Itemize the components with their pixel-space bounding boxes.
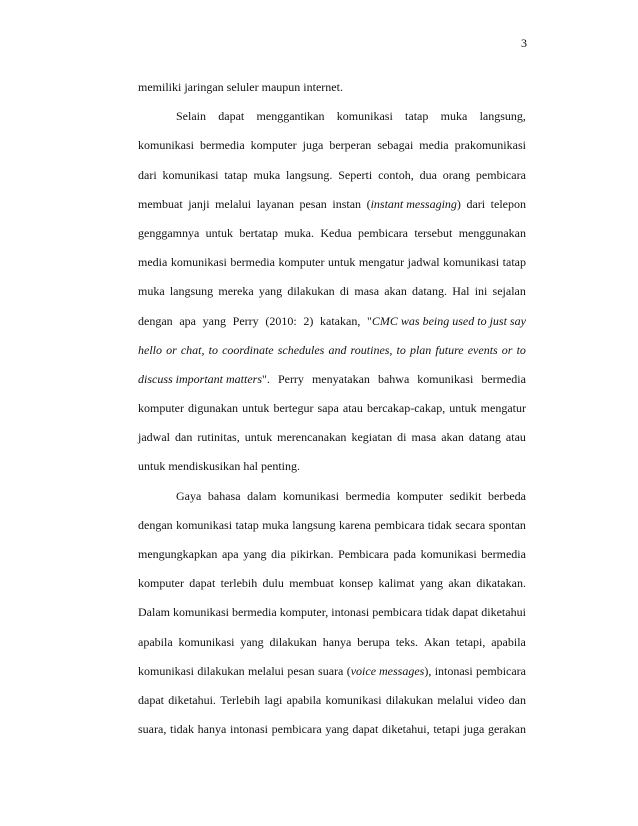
word: komputer: [278, 255, 325, 270]
word: and: [328, 342, 347, 357]
word: bahasa: [207, 488, 241, 503]
word: komunikasi: [138, 663, 194, 678]
word: routines,: [350, 342, 393, 357]
text-line: [138, 573, 526, 602]
word: dikatakan.: [476, 576, 526, 591]
text-line: [138, 544, 526, 573]
word: yang: [240, 634, 264, 649]
word: yang: [243, 547, 267, 561]
word: spontan: [488, 517, 526, 532]
word: gerakan: [487, 722, 526, 737]
paren: ),: [424, 663, 432, 678]
word: suara,: [138, 722, 167, 737]
word: yang: [419, 576, 444, 591]
word: hanya: [322, 634, 352, 649]
text-line: [138, 515, 526, 544]
word: untuk: [205, 225, 233, 240]
text-line: [138, 690, 526, 719]
word: untuk: [244, 430, 273, 445]
word: apabila: [286, 692, 322, 707]
word: komunikasi: [176, 517, 233, 532]
text-line: [138, 486, 526, 515]
word: yang: [258, 284, 283, 299]
word: muka: [253, 167, 281, 182]
word: bermedia: [481, 371, 526, 386]
word: instan: [332, 196, 362, 211]
italic-text: discuss important matters: [138, 371, 263, 386]
word: dapat: [189, 576, 216, 591]
text-line: [138, 427, 526, 456]
word: membuat: [289, 576, 334, 591]
word: pikirkan.: [290, 547, 334, 561]
word: dilakukan: [385, 692, 434, 707]
word: bertegur: [273, 401, 314, 416]
word: events: [467, 342, 498, 357]
page-number: 3: [521, 36, 527, 50]
word: telepon: [490, 196, 526, 211]
word: dalam: [247, 488, 277, 503]
word: Dalam: [138, 605, 170, 620]
word: intonasi: [331, 605, 370, 620]
word: dulu: [262, 576, 284, 591]
word: tidak: [427, 517, 452, 532]
word: ini: [474, 284, 488, 299]
word: pembicara: [475, 167, 526, 182]
word: sedikit: [449, 488, 482, 503]
word: komunikasi: [420, 547, 477, 561]
word: terlebih: [220, 576, 258, 591]
word: melalui: [437, 692, 474, 707]
word: kalimat: [378, 576, 415, 591]
word: hello: [138, 342, 162, 357]
word: intonasi: [434, 663, 473, 678]
word: tatap: [235, 517, 259, 532]
word: dengan: [138, 313, 173, 328]
word: komunikasi: [138, 138, 194, 153]
word: Hal: [452, 284, 470, 299]
word: media: [138, 255, 168, 270]
word: dan: [175, 430, 193, 445]
text-line: [138, 252, 526, 281]
text-line: [138, 340, 526, 369]
word: pembicara: [358, 225, 408, 240]
quote-mark: ".: [262, 371, 270, 386]
word: komputer: [250, 138, 297, 153]
word: mengatur: [358, 255, 405, 270]
text-segment: untuk mendiskusikan hal penting.: [138, 459, 300, 474]
text-line: [138, 223, 526, 252]
word: to: [208, 342, 218, 357]
word: diketahui.: [168, 692, 216, 707]
word: merencanakan: [277, 430, 347, 445]
word: sejalan: [492, 284, 526, 299]
word: dia: [271, 547, 286, 561]
word: or: [501, 342, 513, 357]
word: dilakukan: [197, 663, 245, 678]
paren: ): [456, 196, 461, 211]
word: datang: [468, 430, 501, 445]
word: atau: [505, 430, 526, 445]
word: apa: [221, 547, 239, 561]
word: dan: [508, 692, 526, 707]
word: media: [419, 138, 449, 153]
quote-mark: ": [367, 313, 372, 328]
text-line: [138, 456, 526, 485]
word: pada: [393, 547, 417, 561]
word: chat,: [180, 342, 205, 357]
word: dari: [466, 196, 486, 211]
word: berbeda: [488, 488, 526, 503]
paren: (: [346, 663, 351, 678]
word: intonasi: [230, 722, 268, 737]
word: muka: [262, 517, 289, 532]
word: datang.: [412, 284, 448, 299]
word: mereka: [218, 284, 254, 299]
word: secara: [455, 517, 486, 532]
word: masa: [411, 430, 437, 445]
italic-term: [367, 194, 461, 223]
word: mengatur: [480, 401, 526, 416]
word: komunikasi: [178, 634, 235, 649]
word: muka.: [284, 225, 315, 240]
word: komputer: [396, 488, 443, 503]
text-line: [138, 398, 526, 427]
word: pembicara: [476, 663, 526, 678]
word: melalui: [248, 663, 285, 678]
word: Selain: [176, 109, 206, 124]
word: tetapi: [433, 722, 460, 737]
word: or: [166, 342, 177, 357]
word: untuk: [449, 401, 477, 416]
word: bermedia: [230, 255, 275, 270]
word: pembicara: [374, 517, 425, 532]
word: diketahui,: [381, 722, 430, 737]
body-text: [138, 77, 526, 748]
word: 2): [303, 313, 314, 328]
word: bermedia: [232, 605, 277, 620]
word: akan: [384, 284, 407, 299]
word: plan: [409, 342, 432, 357]
word: schedules: [277, 342, 325, 357]
word: langsung: [169, 284, 214, 299]
word: juga: [463, 722, 485, 737]
word: pesan: [287, 663, 315, 678]
word: berperan: [329, 138, 372, 153]
text-segment: memiliki jaringan seluler maupun internet.: [138, 80, 343, 94]
word: akan: [441, 430, 464, 445]
text-line: [138, 106, 526, 135]
text-line: [138, 632, 526, 661]
word: jadwal: [138, 430, 170, 445]
word: komputer: [138, 576, 184, 591]
word: dapat: [352, 722, 379, 737]
word: Pembicara: [338, 547, 389, 561]
quote-end: [138, 369, 270, 398]
word: bermedia: [481, 547, 526, 561]
word: katakan,: [320, 313, 361, 328]
quote-start: [367, 311, 526, 340]
word: muka: [138, 284, 165, 299]
word: menggunakan: [458, 225, 526, 240]
text-line: [138, 281, 526, 310]
word: dilakukan: [269, 634, 317, 649]
word: sebagai: [377, 138, 414, 153]
text-line: [138, 135, 526, 164]
word: Terlebih: [220, 692, 261, 707]
paren: (: [366, 196, 371, 211]
word: pembicara: [372, 605, 423, 620]
word: dapat: [452, 605, 479, 620]
word: janji: [188, 196, 210, 211]
word: orang: [442, 167, 471, 182]
word: berupa: [357, 634, 390, 649]
word: juga: [302, 138, 324, 153]
text-line: [138, 369, 526, 398]
word: bermedia: [345, 488, 391, 503]
word: akan: [448, 576, 472, 591]
text-line: [138, 311, 526, 340]
word: video: [477, 692, 505, 707]
word: dapat: [138, 692, 164, 707]
word: tatap: [405, 109, 429, 124]
word: melalui: [215, 196, 252, 211]
word: menggantikan: [256, 109, 325, 124]
word: untuk: [327, 255, 356, 270]
word: Kedua: [320, 225, 352, 240]
word: kegiatan: [351, 430, 393, 445]
word: to: [516, 342, 526, 357]
word: muka: [440, 109, 468, 124]
word: komunikasi: [443, 255, 500, 270]
word: atau: [342, 401, 363, 416]
word: komunikasi: [173, 605, 230, 620]
word: komunikasi: [417, 371, 474, 386]
word: masa: [354, 284, 380, 299]
word: pesan: [299, 196, 327, 211]
word: komunikasi: [162, 167, 219, 182]
word: untuk: [242, 401, 270, 416]
word: mengungkapkan: [138, 547, 218, 561]
word: Akan: [423, 634, 450, 649]
word: apabila: [138, 634, 173, 649]
word: pembicara: [271, 722, 322, 737]
text-line: [138, 661, 526, 690]
word: Seperti: [338, 167, 373, 182]
word: teks.: [395, 634, 419, 649]
word: diketahui: [481, 605, 526, 620]
word: membuat: [138, 196, 183, 211]
text-line: [138, 719, 526, 748]
word: tidak: [170, 722, 194, 737]
word: di: [397, 430, 407, 445]
word: komunikasi: [283, 488, 340, 503]
word: coordinate: [222, 342, 274, 357]
word: komunikasi: [336, 109, 393, 124]
word: tatap: [224, 167, 248, 182]
word: tersebut: [414, 225, 453, 240]
word: hanya: [197, 722, 227, 737]
word: bermedia: [200, 138, 245, 153]
word: apa: [179, 313, 196, 328]
word: langsung: [292, 517, 336, 532]
word: konsep: [339, 576, 374, 591]
word: tidak: [425, 605, 450, 620]
word: lagi: [264, 692, 283, 707]
word: karena: [339, 517, 372, 532]
text-line: [138, 77, 526, 106]
word: genggamnya: [138, 225, 200, 240]
text-line: [138, 602, 526, 631]
word: tetapi,: [455, 634, 486, 649]
word: future: [435, 342, 464, 357]
word: yang: [202, 313, 226, 328]
word: suara: [318, 663, 344, 678]
word: tatap: [502, 255, 526, 270]
word: menyatakan: [311, 371, 370, 386]
word: jadwal: [407, 255, 440, 270]
italic-text: instant messaging: [370, 196, 457, 211]
word: bahwa: [377, 371, 410, 386]
italic-text: voice messages: [350, 663, 425, 678]
word: yang: [325, 722, 349, 737]
word: dapat: [218, 109, 245, 124]
word: komputer: [138, 401, 184, 416]
word: dilakukan: [287, 284, 335, 299]
word: contoh,: [378, 167, 414, 182]
word: (2010:: [265, 313, 297, 328]
word: komunikasi: [170, 255, 227, 270]
word: dua: [419, 167, 437, 182]
word: [332, 194, 361, 223]
word: digunakan: [188, 401, 239, 416]
text-line: [138, 165, 526, 194]
word: Perry: [232, 313, 259, 328]
word: Gaya: [176, 488, 202, 503]
word: bercakap-cakap,: [366, 401, 446, 416]
word: langsung.: [286, 167, 333, 182]
word: prakomunikasi: [454, 138, 526, 153]
word: rutinitas,: [197, 430, 240, 445]
word: to: [396, 342, 406, 357]
word: bertatap: [239, 225, 278, 240]
word: langsung,: [479, 109, 526, 124]
italic-term: [347, 661, 432, 690]
word: Perry: [277, 371, 304, 386]
word: apabila: [491, 634, 526, 649]
word: layanan: [256, 196, 294, 211]
italic-text: CMC was being used to just say: [371, 313, 526, 328]
word: sapa: [317, 401, 339, 416]
word: dengan: [138, 517, 173, 532]
text-line: [138, 194, 526, 223]
word: dari: [138, 167, 157, 182]
word: komunikasi: [325, 692, 382, 707]
word: komputer,: [279, 605, 329, 620]
word: di: [339, 284, 350, 299]
